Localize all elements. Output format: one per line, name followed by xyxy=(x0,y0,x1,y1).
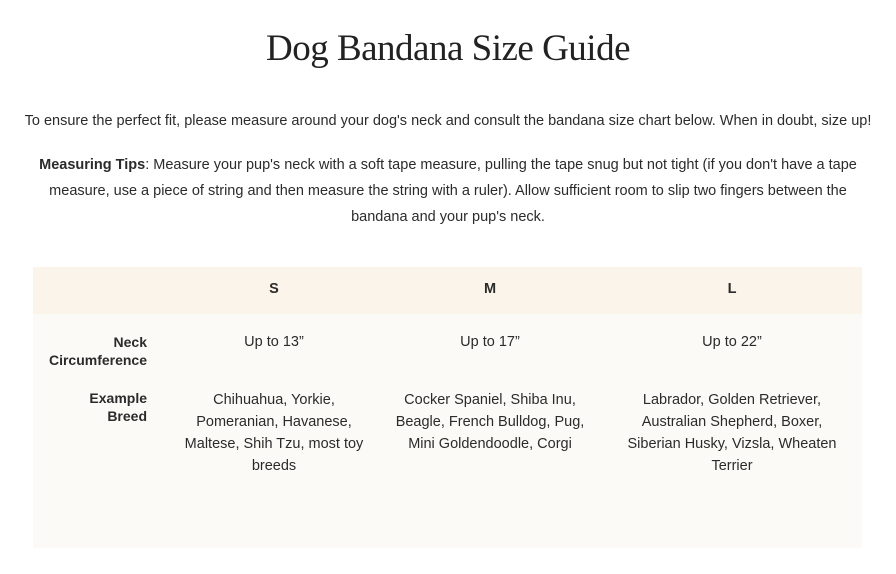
row-label-neck-circumference: Neck Circumference xyxy=(48,334,147,368)
row-label-example-breed: Example Breed xyxy=(89,390,147,424)
breeds-l: Labrador, Golden Retriever, Australian Shepherd, Boxer, Siberian Husky, Vizsla, Wheaten Terrier xyxy=(627,392,837,474)
neck-size-s: Up to 13” xyxy=(244,334,304,350)
size-header-row xyxy=(33,267,862,314)
column-header-l: L xyxy=(727,281,737,297)
breeds-s: Chihuahua, Yorkie, Pomeranian, Havanese, Maltese, Shih Tzu, most toy breeds xyxy=(184,392,364,474)
intro-text: To ensure the perfect fit, please measure around your dog's neck and consult the bandana size chart below. When in doubt, size up! xyxy=(24,113,872,129)
breeds-m: Cocker Spaniel, Shiba Inu, Beagle, French Bulldog, Pug, Mini Goldendoodle, Corgi xyxy=(395,392,585,452)
measuring-tips-label: Measuring Tips xyxy=(39,157,146,173)
page-title: Dog Bandana Size Guide xyxy=(265,28,631,69)
measuring-tips xyxy=(32,152,864,230)
neck-size-l: Up to 22” xyxy=(702,334,762,350)
column-header-m: M xyxy=(483,281,497,297)
neck-size-m: Up to 17” xyxy=(460,334,520,350)
column-header-s: S xyxy=(269,281,279,297)
measuring-tips-text: : Measure your pup's neck with a soft tape measure, pulling the tape snug but not tight (if you don't have a tape measure, use a piece of string and then measure the string with a ruler). Allow sufficient room to slip two fingers between the bandana and your pup's neck. xyxy=(49,157,857,225)
size-chart-table xyxy=(33,267,862,548)
